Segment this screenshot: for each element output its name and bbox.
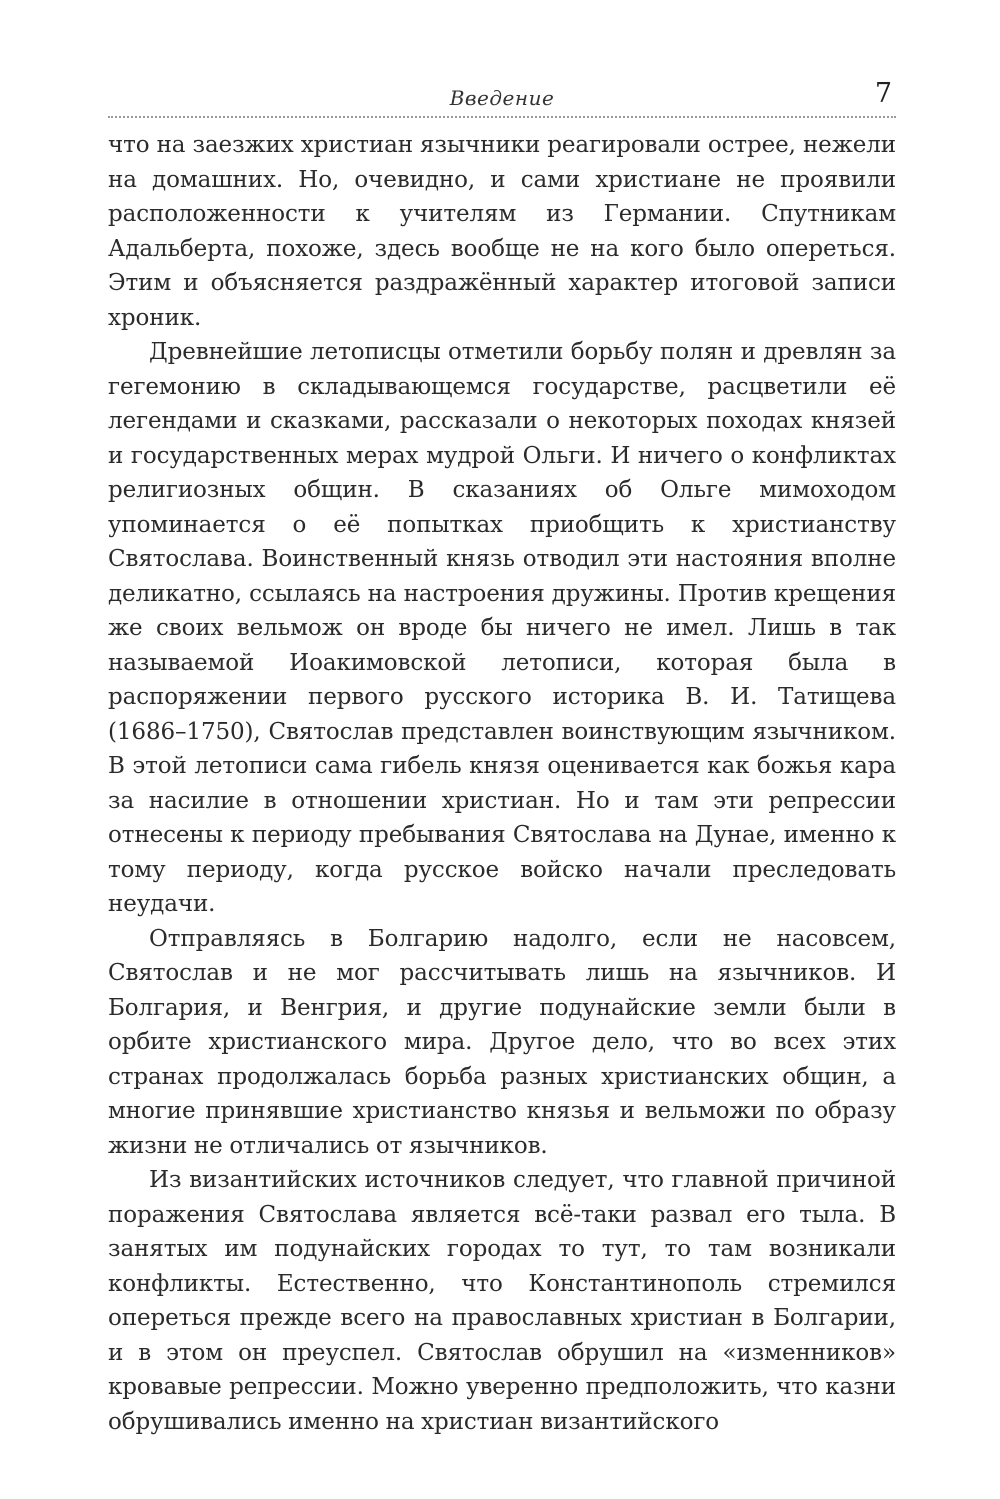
body-text (108, 128, 896, 1439)
paragraph-2: Древнейшие летописцы отметили борьбу полян и древлян за гегемонию в складывающемся государстве, расцветили её легендами и сказками, рассказали о некоторых походах князей и государственных мерах мудрой Ольги. И ничего о конфликтах религиозных общин. В сказаниях об Ольге мимоходом упоминается о её попытках приобщить к христианству Святослава. Воинственный князь отводил эти настояния вполне деликатно, ссылаясь на настроения дружины. Против крещения же своих вельмож он вроде бы ничего не имел. Лишь в так называемой Иоакимовской летописи, которая была в распоряжении первого русского историка В. И. Татищева (1686–1750), Святослав представлен воинствующим язычником. В этой летописи сама гибель князя оценивается как божья кара за насилие в отношении христиан. Но и там эти репрессии отнесены к периоду пребывания Святослава на Дунае, именно к тому периоду, когда русское войско начали преследовать неудачи. (108, 339, 896, 917)
paragraph-4: Из византийских источников следует, что главной причиной поражения Святослава является всё-таки развал его тыла. В занятых им подунайских городах то тут, то там возникали конфликты. Естественно, что Константинополь стремился опереться прежде всего на православных христиан в Болгарии, и в этом он преуспел. Святослав обрушил на «изменников» кровавые репрессии. Можно уверенно предположить, что казни обрушивались именно на христиан византийского (108, 1167, 896, 1435)
book-page (108, 80, 896, 1439)
paragraph-3: Отправляясь в Болгарию надолго, если не насовсем, Святослав и не мог рассчитывать лишь на язычников. И Болгария, и Венгрия, и другие подунайские земли были в орбите христианского мира. Другое дело, что во всех этих странах продолжалась борьба разных христианских общин, а многие принявшие христианство князья и вельможи по образу жизни не отличались от язычников. (108, 925, 896, 1159)
paragraph-1: что на заезжих христиан язычники реагировали острее, нежели на домашних. Но, очевидно, и сами христиане не проявили расположенности к учителям из Германии. Спутникам Адальберта, похоже, здесь вообще не на кого было опереться. Этим и объясняется раздражённый характер итоговой записи хроник. (108, 132, 896, 331)
section-title: Введение (449, 86, 555, 110)
running-header (108, 80, 896, 118)
page-number: 7 (874, 78, 892, 109)
